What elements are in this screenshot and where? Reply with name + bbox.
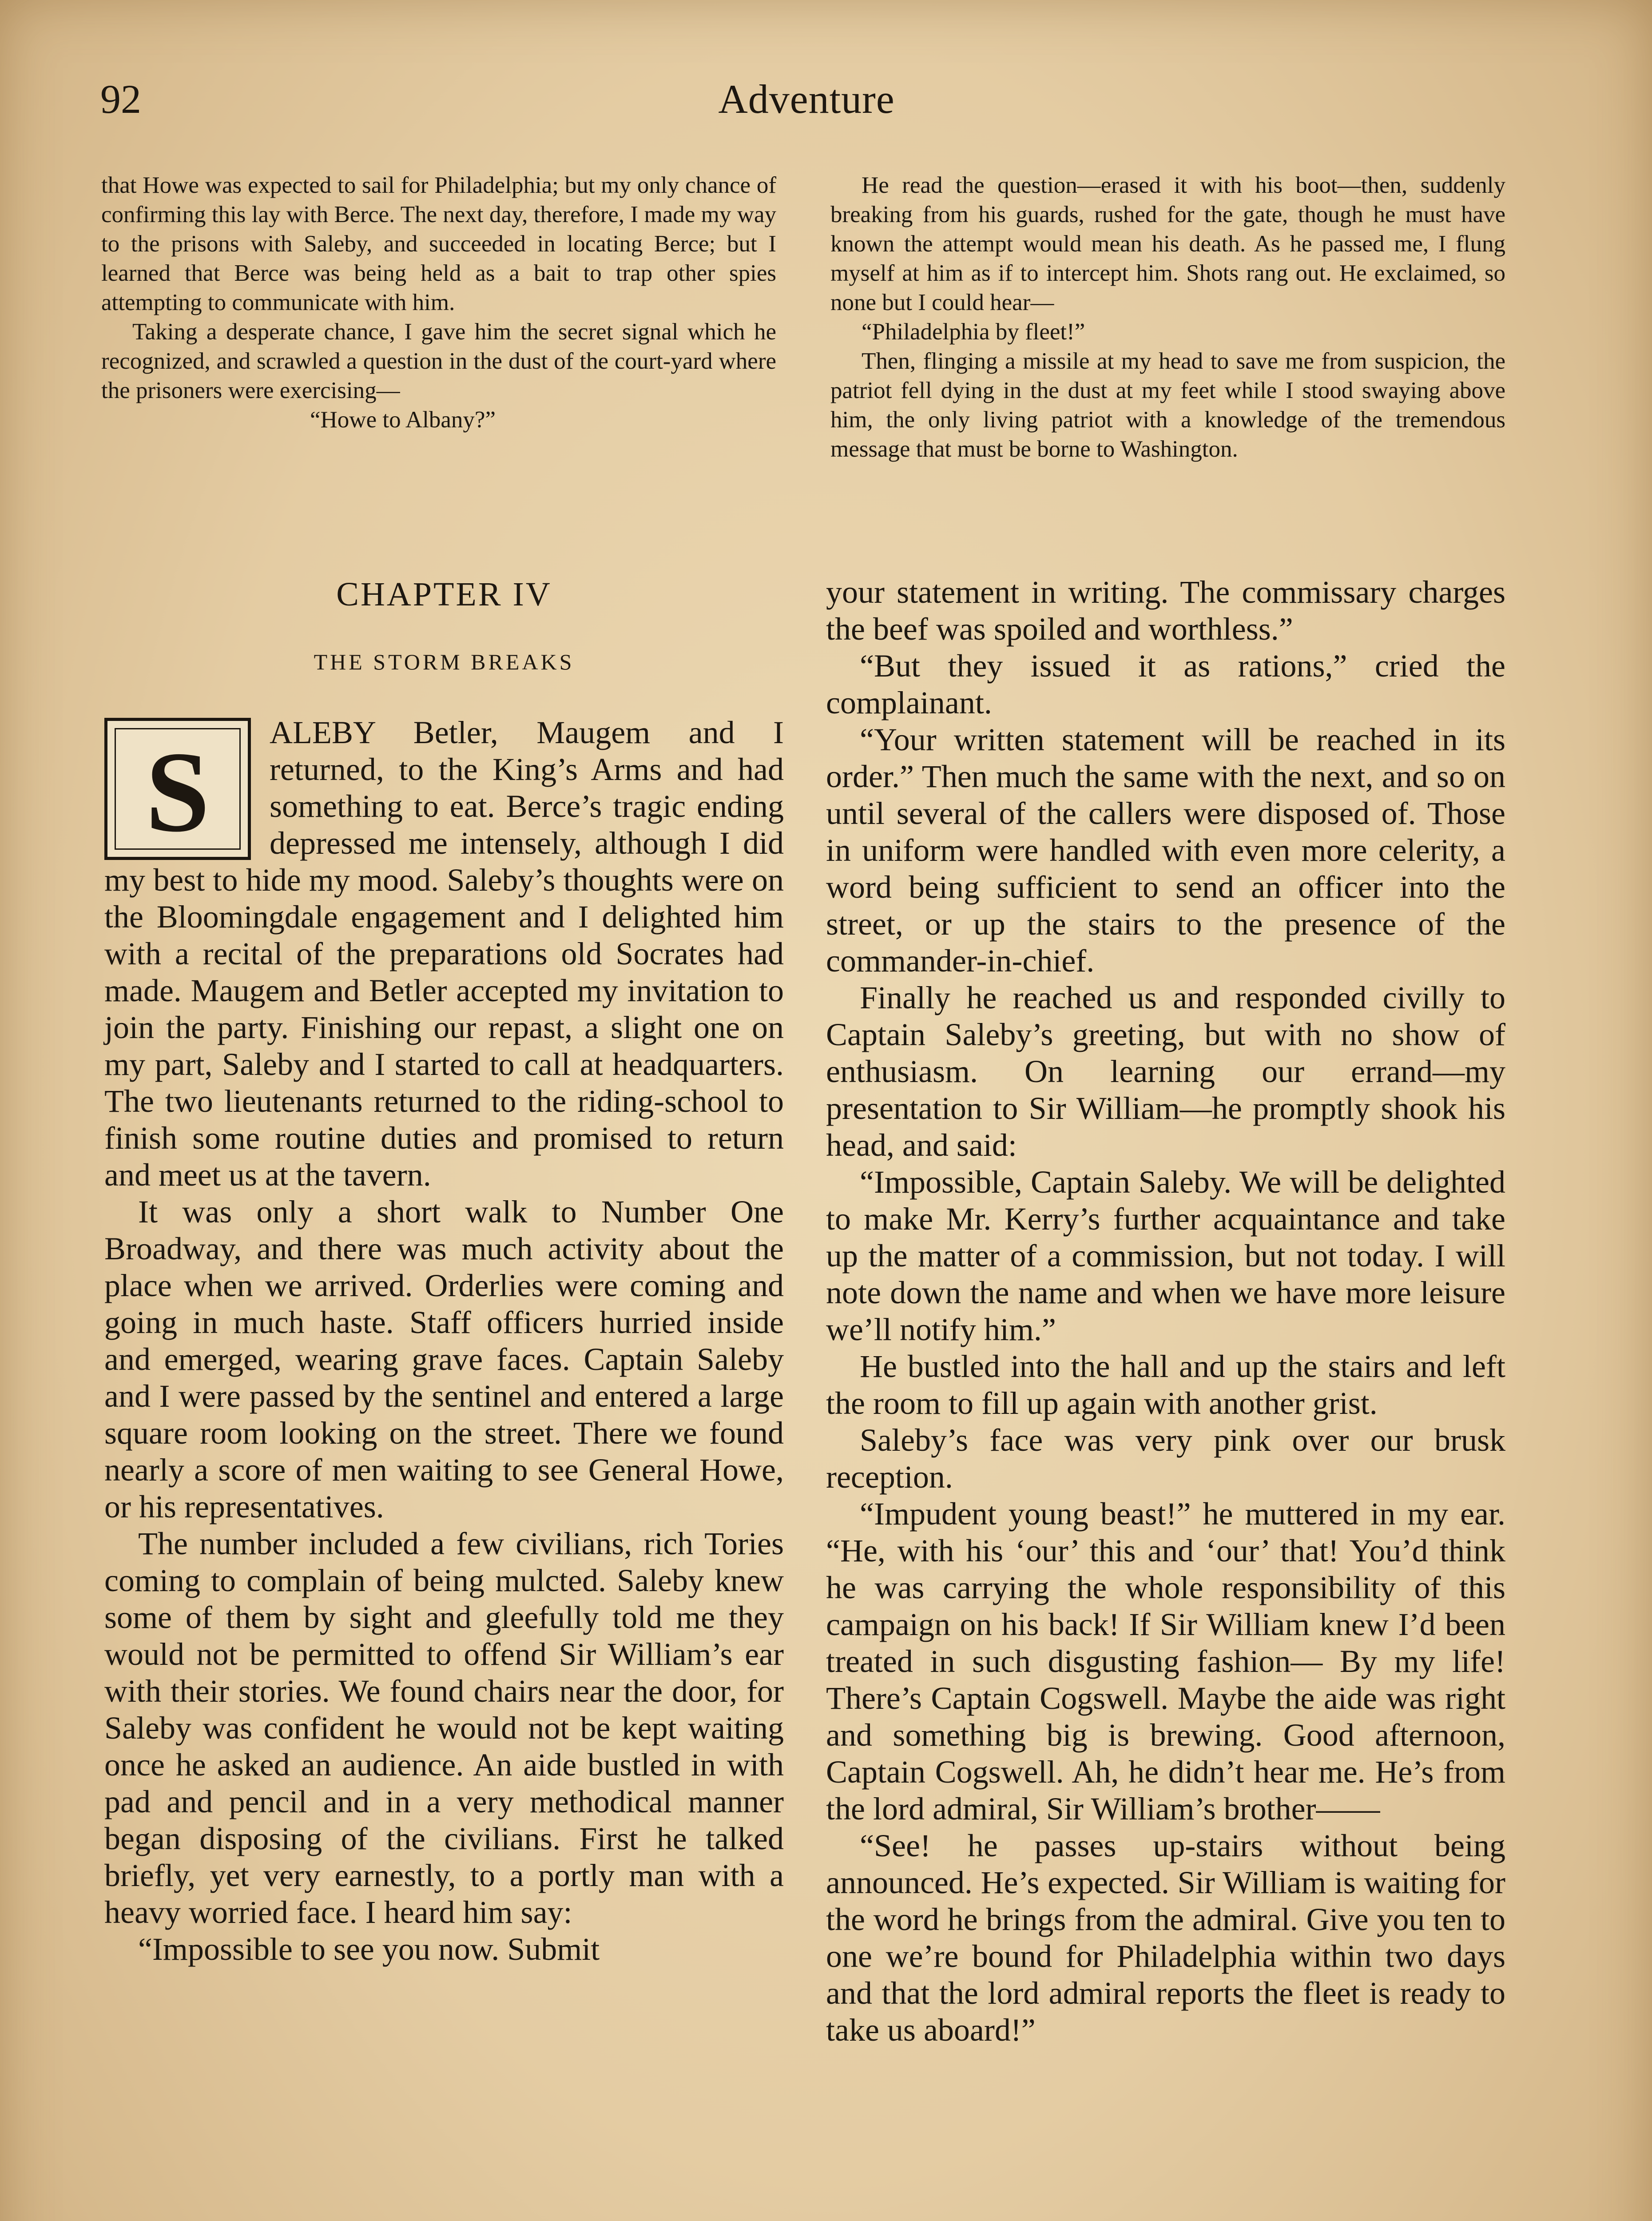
chapter-subtitle: THE STORM BREAKS	[314, 649, 575, 674]
page-number: 92	[100, 76, 141, 122]
paragraph: your statement in writing. The commissary charges the beef was spoiled and worthless.”	[826, 574, 1505, 647]
running-title: Adventure	[718, 76, 895, 122]
paragraph: “Philadelphia by fleet!”	[862, 319, 1085, 345]
top-left-column	[101, 171, 776, 434]
chapter-title: CHAPTER IV	[336, 576, 552, 613]
paragraph: Taking a desperate chance, I gave him the secret signal which he recognized, and scrawled a question in the dust of the court-yard where the prisoners were exercising—	[101, 319, 776, 403]
right-column	[826, 574, 1505, 2049]
paragraph: The number included a few civilians, rich Tories coming to complain of being mulcted. Saleby knew some of them by sight and gleefully told me they would not be permitted to offend Sir William’s ear with their stories. We found chairs near the door, for Saleby was confident he would not be kept waiting once he asked an audience. An aide bustled in with pad and pencil and in a very methodical manner began disposing of the civilians. First he talked briefly, yet very earnestly, to a portly man with a heavy worried face. I heard him say:	[104, 1526, 784, 1930]
paragraph: “Impossible, Captain Saleby. We will be delighted to make Mr. Kerry’s further acquaintance and take up the matter of a commission, but not today. I will note down the name and when we have more leisure we’ll notify him.”	[826, 1164, 1505, 1347]
paragraph: that Howe was expected to sail for Philadelphia; but my only chance of confirming this lay with Berce. The next day, therefore, I made my way to the prisons with Saleby, and succeeded in locating Berce; but I learned that Berce was being held as a bait to trap other spies attempting to communicate with him.	[101, 172, 776, 315]
opening-text: ALEBY Betler, Maugem and I returned, to the King’s Arms and had something to eat. Berce’s tragic ending depressed me intensely, although I did my best to hide my mood. Saleby’s thoughts were on the Bloomingdale engagement and I delighted him with a recital of the preparations old Socrates had made. Maugem and Betler accepted my invitation to join the party. Finishing our repast, a slight one on my part, Saleby and I started to call at headquarters. The two lieutenants returned to the riding-school to finish some routine duties and promised to return and meet us at the tavern.	[104, 715, 784, 1193]
drop-cap-initial	[104, 718, 251, 860]
paragraph: “See! he passes up-stairs without being announced. He’s expected. Sir William is waiting for the word he brings from the admiral. Give you ten to one we’re bound for Philadelphia within two days and that the lord admiral reports the fleet is ready to take us aboard!”	[826, 1828, 1505, 2048]
left-column	[104, 574, 784, 1968]
paragraph: “Your written statement will be reached in its order.” Then much the same with the next, and so on until several of the callers were disposed of. Those in uniform were handled with even more celerity, a word being sufficient to send an officer into the street, or up the stairs to the presence of the commander-in-chief.	[826, 722, 1505, 979]
paragraph: Saleby’s face was very pink over our brusk reception.	[826, 1422, 1505, 1495]
drop-cap-letter: S	[145, 728, 210, 856]
paragraph: “Howe to Albany?”	[310, 407, 496, 433]
chapter-opening-paragraph	[104, 714, 784, 1194]
paragraph: Then, flinging a missile at my head to save me from suspicion, the patriot fell dying in the dust at my feet while I stood swaying above him, the only living patriot with a knowledge of the tremendous message that must be borne to Washington.	[830, 348, 1505, 462]
page-header	[100, 71, 1513, 138]
paragraph: “Impudent young beast!” he muttered in my ear. “He, with his ‘our’ this and ‘our’ that! You’d think he was carrying the whole responsibility of this campaign on his back! If Sir William knew I’d been treated in such disgusting fashion— By my life! There’s Captain Cogswell. Maybe the aide was right and something big is brewing. Good afternoon, Captain Cogswell. Ah, he didn’t hear me. He’s from the lord admiral, Sir William’s brother——	[826, 1496, 1505, 1827]
top-right-column	[830, 171, 1505, 464]
paragraph: “But they issued it as rations,” cried the complainant.	[826, 648, 1505, 720]
paragraph: He read the question—erased it with his boot—then, suddenly breaking from his guards, rushed for the gate, though he must have known the attempt would mean his death. As he passed me, I flung myself at him as if to intercept him. Shots rang out. He exclaimed, so none but I could hear—	[830, 172, 1505, 315]
paragraph: He bustled into the hall and up the stairs and left the room to fill up again with another grist.	[826, 1349, 1505, 1421]
paragraph: “Impossible to see you now. Submit	[138, 1931, 600, 1967]
paragraph: Finally he reached us and responded civilly to Captain Saleby’s greeting, but with no show of enthusiasm. On learning our errand—my presentation to Sir William—he promptly shook his head, and said:	[826, 980, 1505, 1163]
paragraph: It was only a short walk to Number One Broadway, and there was much activity about the place when we arrived. Orderlies were coming and going in much haste. Staff officers hurried inside and emerged, wearing grave faces. Captain Saleby and I were passed by the sentinel and entered a large square room looking on the street. There we found nearly a score of men waiting to see General Howe, or his representatives.	[104, 1194, 784, 1524]
